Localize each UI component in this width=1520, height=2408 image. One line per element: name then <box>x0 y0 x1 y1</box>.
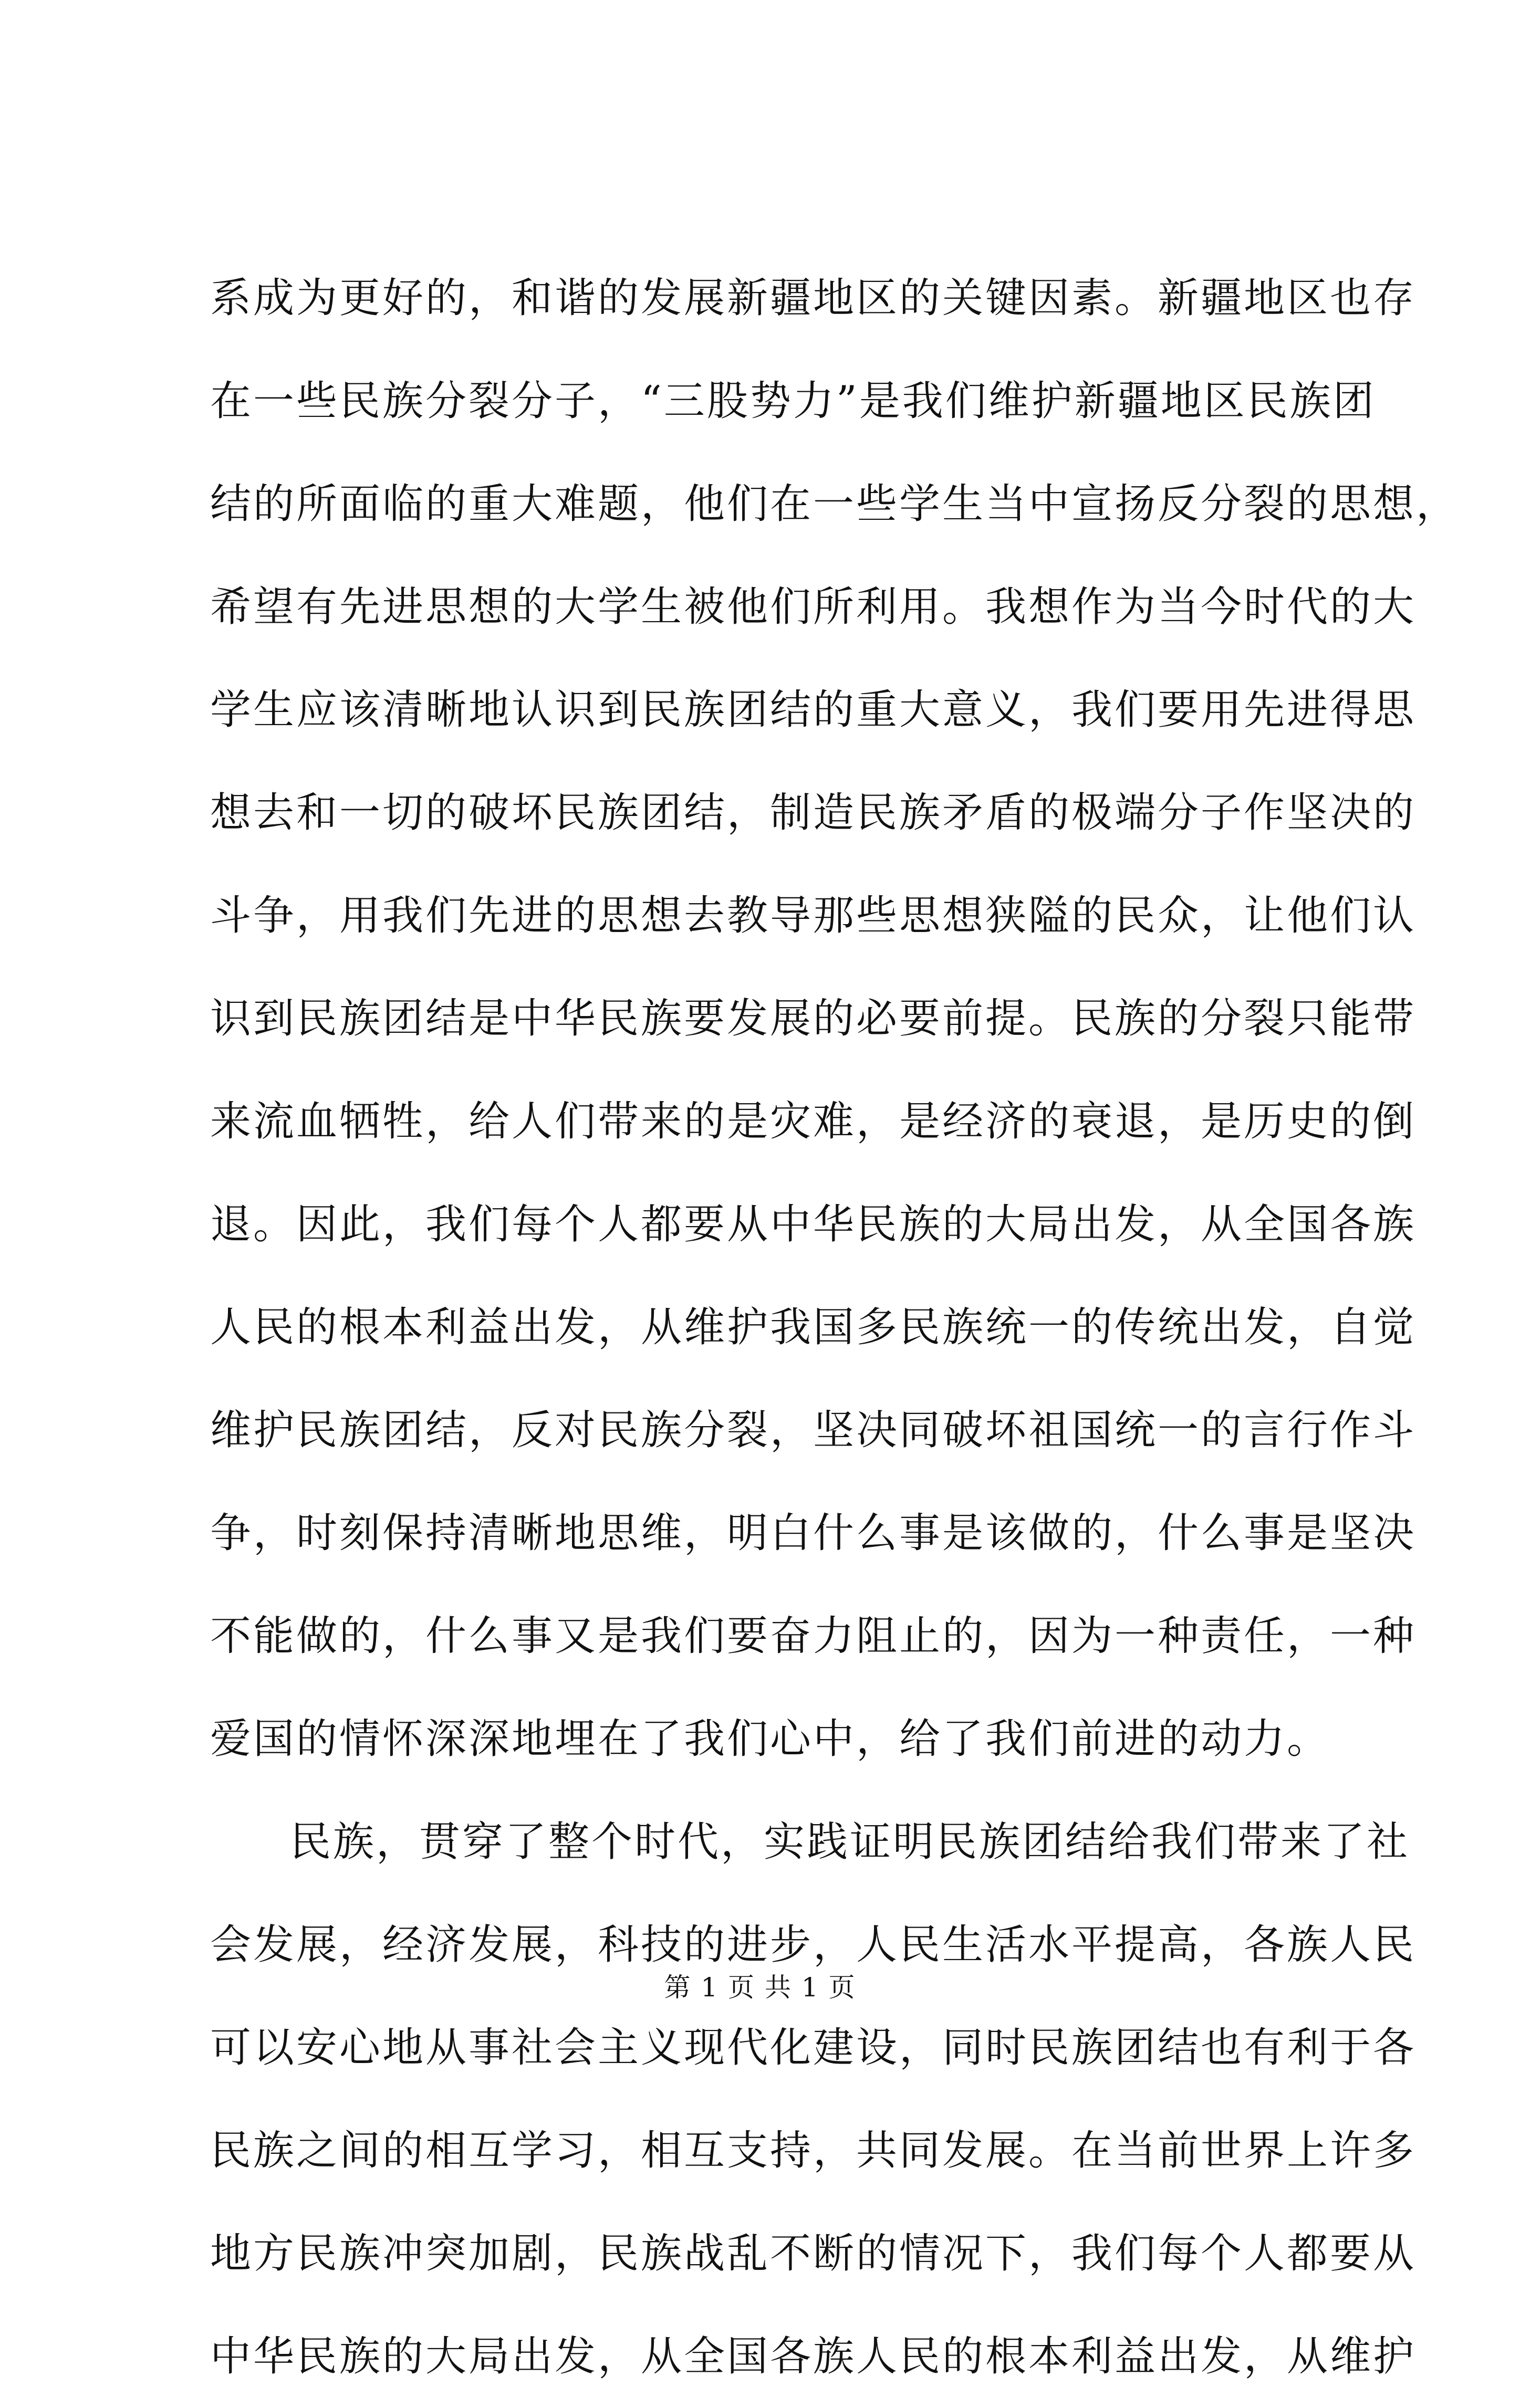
text-line: 希望有先进思想的大学生被他们所利用。我想作为当今时代的大 <box>210 583 1417 631</box>
text-line: 地方民族冲突加剧，民族战乱不断的情况下，我们每个人都要从 <box>210 2230 1417 2277</box>
text-line: 不能做的，什么事又是我们要奋力阻止的，因为一种责任，一种 <box>210 1613 1417 1660</box>
body-text <box>210 247 1460 2408</box>
text-line: 在一些民族分裂分子，“三股势力”是我们维护新疆地区民族团 <box>210 378 1376 425</box>
text-line: 可以安心地从事社会主义现代化建设，同时民族团结也有利于各 <box>210 2024 1417 2071</box>
text-line: 学生应该清晰地认识到民族团结的重大意义，我们要用先进得思 <box>210 686 1417 734</box>
text-line: 会发展，经济发展，科技的进步，人民生活水平提高，各族人民 <box>210 1921 1417 1969</box>
text-line: 结的所面临的重大难题，他们在一些学生当中宣扬反分裂的思想， <box>210 480 1460 528</box>
text-line: 争，时刻保持清晰地思维，明白什么事是该做的，什么事是坚决 <box>210 1510 1417 1557</box>
text-line: 维护民族团结，反对民族分裂，坚决同破坏祖国统一的言行作斗 <box>210 1407 1417 1454</box>
text-line: 识到民族团结是中华民族要发展的必要前提。民族的分裂只能带 <box>210 995 1417 1042</box>
text-line: 民族之间的相互学习，相互支持，共同发展。在当前世界上许多 <box>210 2127 1417 2174</box>
text-line: 斗争，用我们先进的思想去教导那些思想狭隘的民众，让他们认 <box>210 892 1417 939</box>
text-line: 系成为更好的，和谐的发展新疆地区的关键因素。新疆地区也存 <box>210 275 1417 322</box>
page-footer: 第 1 页 共 1 页 <box>664 1972 856 2003</box>
text-line: 爱国的情怀深深地埋在了我们心中，给了我们前进的动力。 <box>210 1715 1330 1763</box>
text-line: 想去和一切的破坏民族团结，制造民族矛盾的极端分子作坚决的 <box>210 789 1417 836</box>
text-line: 人民的根本利益出发，从维护我国多民族统一的传统出发，自觉 <box>210 1304 1417 1351</box>
text-line: 来流血牺牲，给人们带来的是灾难，是经济的衰退，是历史的倒 <box>210 1098 1417 1145</box>
paragraph-start-line: 民族，贯穿了整个时代，实践证明民族团结给我们带来了社 <box>290 1818 1410 1866</box>
text-line: 退。因此，我们每个人都要从中华民族的大局出发，从全国各族 <box>210 1201 1417 1248</box>
text-line: 中华民族的大局出发，从全国各族人民的根本利益出发，从维护 <box>210 2333 1417 2380</box>
